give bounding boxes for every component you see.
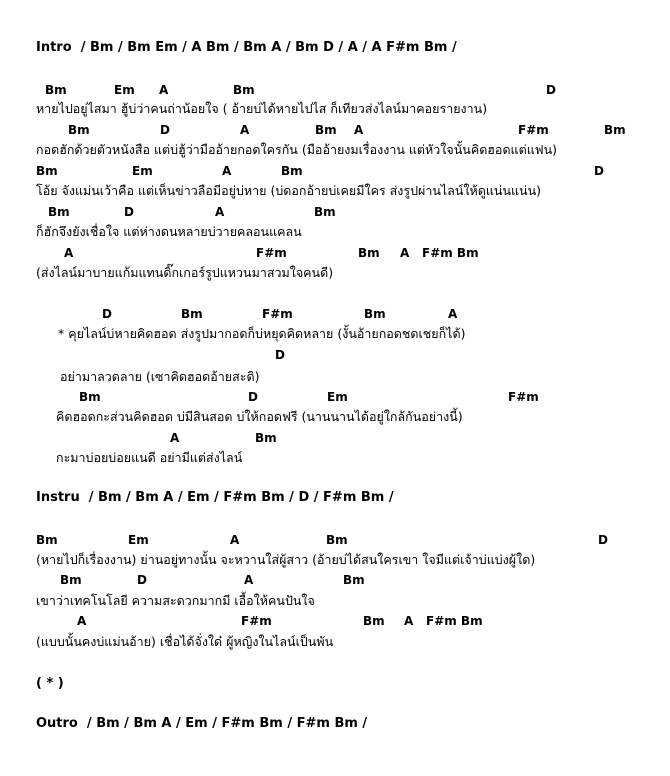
chord: Bm <box>255 431 277 445</box>
verse1-chord-line-2 <box>0 122 670 138</box>
verse2-lyric-line-1: (หายไปก็เรื่องงาน) ย่านอยู่ทางนั้น จะหวานใส่ผู้สาว (อ้ายบ่ได้สนใครเขา ใจมีแต่เจ้าบ่แบ่งผู้ใด) <box>36 552 536 567</box>
chord: Bm <box>343 573 365 587</box>
chord: Em <box>128 533 149 547</box>
outro-progression: Outro / Bm / Bm A / Em / F#m Bm / F#m Bm / <box>36 716 368 731</box>
chord: D <box>275 348 285 362</box>
chord: F#m <box>241 614 272 628</box>
chorus-chord-line-2 <box>0 347 670 363</box>
chord: Bm <box>314 205 336 219</box>
chord: A <box>77 614 87 628</box>
chord: A <box>64 246 74 260</box>
repeat-chorus-marker: ( * ) <box>36 676 64 691</box>
chord: Bm <box>326 533 348 547</box>
verse1-chord-line-5 <box>0 245 670 261</box>
chord: D <box>248 390 258 404</box>
chord: A <box>240 123 250 137</box>
chorus-lyric-line-4: กะมาบ่อยบ่อยแนดี อย่ามีแต่ส่งไลน์ <box>56 450 243 465</box>
chord: F#m Bm <box>422 246 479 260</box>
chord: Bm <box>364 307 386 321</box>
chord: Bm <box>315 123 337 137</box>
verse1-lyric-line-1: หายไปอยู่ไสมา ฮู้บ่ว่าคนถ่าน้อยใจ ( อ้ายบ่ได้หายไปไส ก็เทียวส่งไลน์มาคอยรายงาน) <box>36 101 488 116</box>
chord: Em <box>132 164 153 178</box>
chord: D <box>598 533 608 547</box>
chord: Bm <box>281 164 303 178</box>
chorus-lyric-line-2: อย่ามาลวดลาย (เซาคิดฮอดอ้ายสะดิ) <box>60 369 260 384</box>
chord: Bm <box>68 123 90 137</box>
verse1-lyric-line-3: โอ้ย จังแม่นเว้าคือ แต่เห็นข่าวลือมีอยู่บ่หาย (บ่ดอกอ้ายบ่เคยมีใคร ส่งรูปผ่านไลน์ให้ดูแน่นแน่น) <box>36 183 542 198</box>
chord: A <box>404 614 414 628</box>
verse2-chord-line-1 <box>0 532 670 548</box>
chord: A <box>230 533 240 547</box>
verse1-lyric-line-5: (ส่งไลน์มาบายแก้มแทนดิ๊กเกอร์รูปแหวนมาสวมใจคนดี) <box>36 265 334 280</box>
chord: Bm <box>363 614 385 628</box>
chord: Bm <box>604 123 626 137</box>
verse2-lyric-line-3: (แบบนั้นคงบ่แม่นอ้าย) เชื่อได้จั่งใด๋ ผู้หญิงในไลน์เป็นพัน <box>36 634 334 649</box>
chord: D <box>594 164 604 178</box>
chord: F#m <box>508 390 539 404</box>
chord: A <box>159 83 169 97</box>
chord: F#m <box>518 123 549 137</box>
chord: F#m Bm <box>426 614 483 628</box>
chord: Bm <box>36 533 58 547</box>
chorus-chord-line-1 <box>0 306 670 322</box>
chord: Bm <box>79 390 101 404</box>
chorus-lyric-line-3: คิดฮอดกะส่วนคิดฮอด บ่มีสินสอด บ่ให้กอดฟรี (นานนานได้อยู่ใกล้กันอย่างนี้) <box>56 409 463 424</box>
chord: D <box>102 307 112 321</box>
chord: D <box>160 123 170 137</box>
chord: Bm <box>181 307 203 321</box>
chord: Bm <box>48 205 70 219</box>
chord: Bm <box>36 164 58 178</box>
chord: Bm <box>60 573 82 587</box>
chord: Bm <box>233 83 255 97</box>
chord: A <box>448 307 458 321</box>
chord: F#m <box>262 307 293 321</box>
verse2-chord-line-2 <box>0 572 670 588</box>
chorus-chord-line-3 <box>0 389 670 405</box>
chord: A <box>244 573 254 587</box>
chord: A <box>354 123 364 137</box>
chord: Bm <box>358 246 380 260</box>
chord: Em <box>114 83 135 97</box>
chord: A <box>170 431 180 445</box>
chord: D <box>546 83 556 97</box>
verse2-lyric-line-2: เขาว่าเทคโนโลยี ความสะดวกมากมี เอื้อให้คนปันใจ <box>36 593 315 608</box>
chord: A <box>400 246 410 260</box>
instrumental-progression: Instru / Bm / Bm A / Em / F#m Bm / D / F#m Bm / <box>36 490 394 505</box>
chord: Bm <box>45 83 67 97</box>
chord: A <box>215 205 225 219</box>
chorus-chord-line-4 <box>0 430 670 446</box>
chord: F#m <box>256 246 287 260</box>
chord: A <box>222 164 232 178</box>
chord: D <box>137 573 147 587</box>
verse2-chord-line-3 <box>0 613 670 629</box>
verse1-chord-line-3 <box>0 163 670 179</box>
chord: Em <box>327 390 348 404</box>
verse1-chord-line-1 <box>0 82 670 98</box>
verse1-lyric-line-2: กอดฮักด้วยตัวหนังสือ แต่บ่ฮู้ว่ามืออ้ายกอดใครกัน (มืออ้ายงมเรื่องงาน แต่หัวใจนั้นคิดฮอดแต่แฟน) <box>36 142 558 157</box>
intro-progression: Intro / Bm / Bm Em / A Bm / Bm A / Bm D / A / A F#m Bm / <box>36 40 457 55</box>
verse1-lyric-line-4: ก็ฮักจึงยังเชื่อใจ แต่ห่างดนหลายบ่วายคลอนแคลน <box>36 224 302 239</box>
chord: D <box>124 205 134 219</box>
verse1-chord-line-4 <box>0 204 670 220</box>
chorus-lyric-line-1: * คุยไลน์บ่หายคิดฮอด ส่งรูปมากอดก็บ่หยุดคิดหลาย (งั้นอ้ายกอดชดเชยก็ได้) <box>58 326 466 341</box>
